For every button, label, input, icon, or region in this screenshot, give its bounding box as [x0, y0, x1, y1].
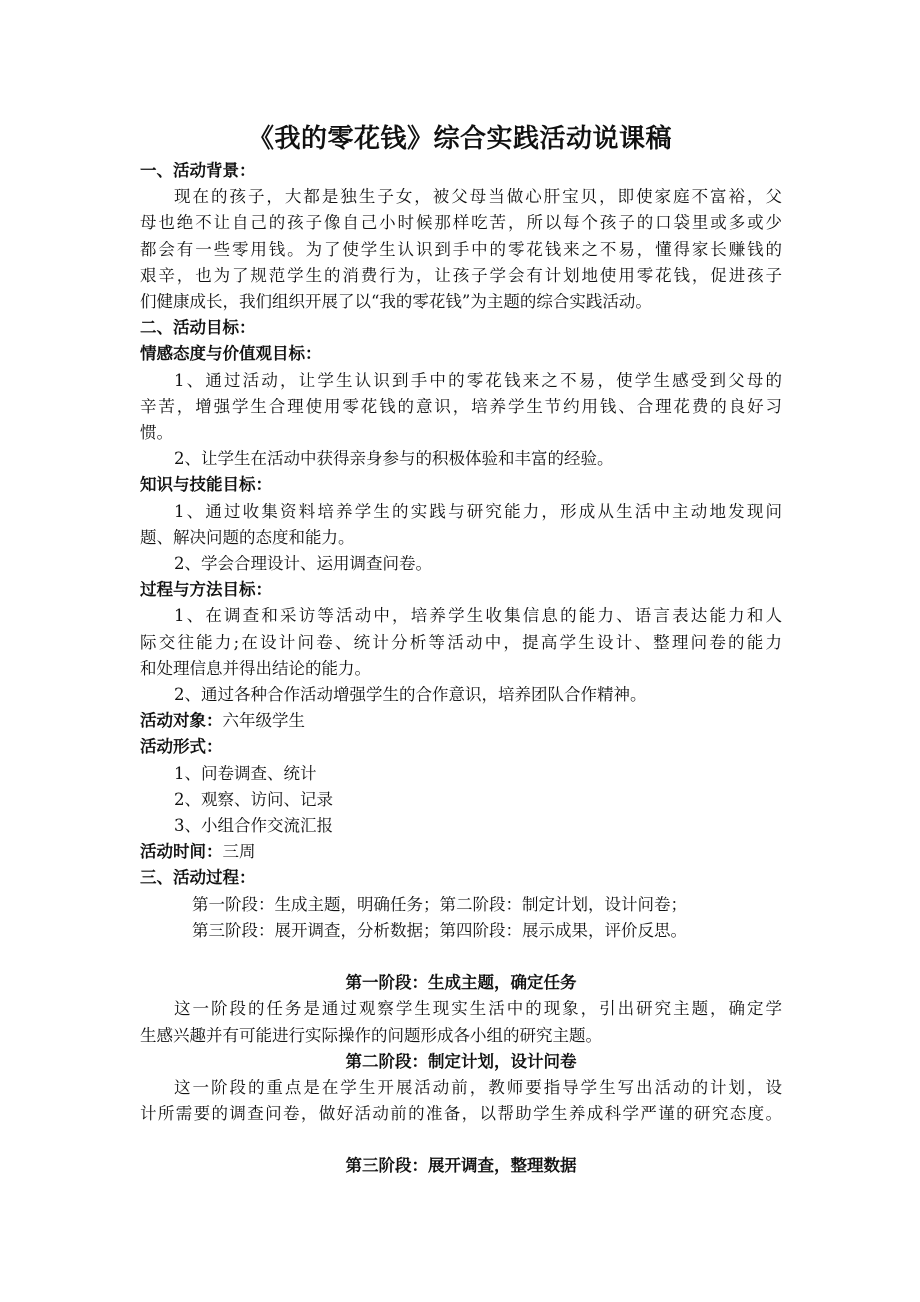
paragraph-line: 这一阶段的任务是通过观察学生现实生活中的现象，引出研究主题，确定学 — [174, 999, 782, 1019]
label: 活动时间： — [140, 842, 223, 862]
activity-time — [140, 839, 782, 865]
phase-heading: 第二阶段：制定计划，设计问卷 — [345, 1051, 577, 1071]
section-heading-background: 一、活动背景： — [140, 161, 256, 180]
paragraph-line: 1、通过活动，让学生认识到手中的零花钱来之不易，使学生感受到父母的 — [174, 370, 782, 390]
section-heading-process: 三、活动过程： — [140, 868, 256, 888]
overview-line: 第三阶段：展开调查，分析数据；第四阶段：展示成果，评价反思。 — [192, 920, 687, 940]
paragraph-line: 现在的孩子，大都是独生子女，被父母当做心肝宝贝，即使家庭不富裕，父 — [174, 187, 782, 207]
paragraph-line: 1、通过收集资料培养学生的实践与研究能力，形成从生活中主动地发现问 — [174, 501, 782, 521]
paragraph-line: 2、让学生在活动中获得亲身参与的积极体验和丰富的经验。 — [174, 449, 614, 469]
paragraph-line: 生感兴趣并有可能进行实际操作的问题形成各小组的研究主题。 — [140, 1025, 602, 1045]
list-item: 2、观察、访问、记录 — [174, 789, 333, 809]
document-body — [140, 158, 782, 1180]
paragraph-line: 计所需要的调查问卷，做好活动前的准备，以帮助学生养成科学严谨的研究态度。 — [140, 1104, 782, 1124]
paragraph-line: 1、在调查和采访等活动中，培养学生收集信息的能力、语言表达能力和人 — [174, 606, 782, 626]
subheading-emotion-goals: 情感态度与价值观目标： — [140, 344, 322, 364]
spacer — [140, 944, 782, 970]
paragraph-line: 们健康成长，我们组织开展了以“我的零花钱”为主题的综合实践活动。 — [140, 292, 652, 312]
paragraph-line: 艰辛，也为了规范学生的消费行为，让孩子学会有计划地使用零花钱，促进孩子 — [140, 265, 782, 285]
activity-target — [140, 708, 782, 734]
subheading-process-goals: 过程与方法目标： — [140, 580, 272, 600]
paragraph-line: 和处理信息并得出结论的能力。 — [140, 658, 371, 678]
paragraph-line: 题、解决问题的态度和能力。 — [140, 527, 355, 547]
page-title: 《我的零花钱》综合实践活动说课稿 — [247, 124, 672, 154]
paragraph-line: 惯。 — [140, 423, 173, 443]
paragraph-line: 2、通过各种合作活动增强学生的合作意识，培养团队合作精神。 — [174, 685, 647, 705]
spacer — [140, 1127, 782, 1153]
phase-heading: 第三阶段：展开调查，整理数据 — [345, 1156, 577, 1176]
paragraph-line: 母也绝不让自己的孩子像自己小时候那样吃苦，所以每个孩子的口袋里或多或少 — [140, 213, 782, 233]
paragraph-line: 际交往能力;在设计问卷、统计分析等活动中，提高学生设计、整理问卷的能力 — [140, 632, 782, 652]
value: 六年级学生 — [222, 711, 305, 731]
value: 三周 — [222, 842, 256, 862]
activity-form-label: 活动形式： — [140, 737, 223, 757]
overview-line: 第一阶段：生成主题，明确任务；第二阶段：制定计划，设计问卷； — [192, 894, 687, 914]
paragraph-line: 2、学会合理设计、运用调查问卷。 — [174, 554, 432, 574]
paragraph-line: 都会有一些零用钱。为了使学生认识到手中的零花钱来之不易，懂得家长赚钱的 — [140, 239, 782, 259]
section-heading-goals: 二、活动目标： — [140, 318, 256, 338]
paragraph-line: 辛苦，增强学生合理使用零花钱的意识，培养学生节约用钱、合理花费的良好习 — [140, 396, 782, 416]
subheading-knowledge-goals: 知识与技能目标： — [140, 475, 272, 495]
paragraph-line: 这一阶段的重点是在学生开展活动前，教师要指导学生写出活动的计划，设 — [174, 1077, 782, 1097]
phase-heading: 第一阶段：生成主题，确定任务 — [345, 973, 577, 993]
list-item: 1、问卷调查、统计 — [174, 763, 317, 783]
label: 活动对象： — [140, 711, 223, 731]
list-item: 3、小组合作交流汇报 — [174, 816, 333, 836]
